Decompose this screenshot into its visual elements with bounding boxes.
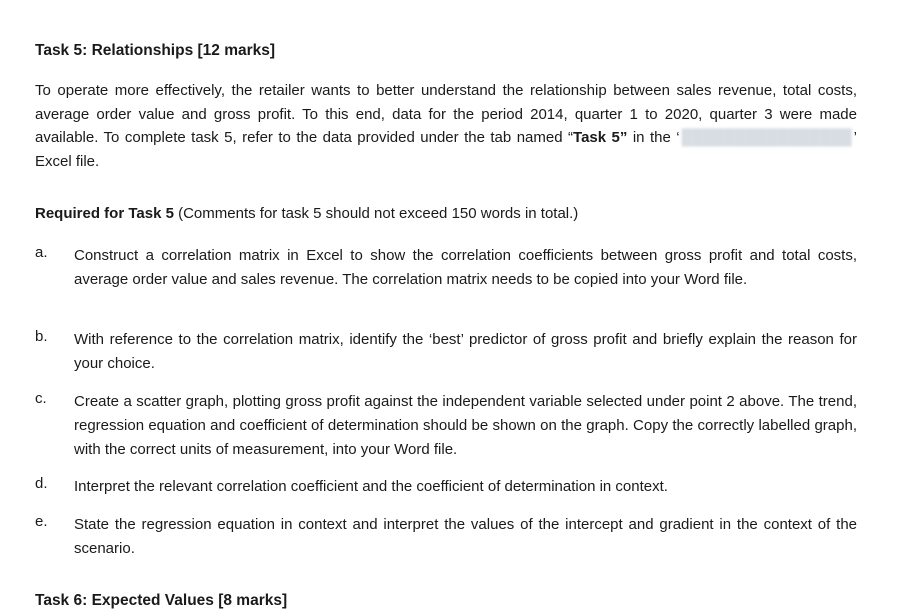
required-note: (Comments for task 5 should not exceed 150 words in total.) (173, 205, 579, 222)
task5-intro-paragraph (35, 79, 857, 173)
list-item-text: State the regression equation in context and interpret the values of the intercept and gradient in the context of the scenario. (74, 516, 857, 557)
task6-heading: Task 6: Expected Values [8 marks] (35, 592, 288, 609)
intro-tab-name: Task 5” (573, 129, 628, 146)
list-item-letter: a. (35, 244, 48, 261)
required-line (35, 205, 578, 222)
list-item-letter: e. (35, 513, 48, 530)
list-item-letter: d. (35, 475, 48, 492)
list-item-d (35, 475, 857, 499)
list-item-e (35, 513, 857, 561)
list-item-text: Construct a correlation matrix in Excel to show the correlation coefficients between gross profit and total costs, average order value and sales revenue. The correlation matrix needs to be copied into your Word file. (74, 247, 857, 288)
list-item-a (35, 244, 857, 292)
intro-text-end: ’ Excel file. (35, 129, 857, 170)
list-item-text: Interpret the relevant correlation coefficient and the coefficient of determination in context. (74, 478, 668, 495)
redacted-filename: ████████████████ (681, 129, 852, 146)
list-item-letter: c. (35, 390, 47, 407)
list-item-b (35, 328, 857, 376)
list-item-c (35, 390, 857, 461)
list-item-letter: b. (35, 328, 48, 345)
list-item-text: Create a scatter graph, plotting gross profit against the independent variable selected under point 2 above. The trend, regression equation and coefficient of determination should be shown on the graph. Copy the correctly labelled graph, with the correct units of measurement, into your Word file. (74, 393, 857, 458)
intro-text-start: To operate more effectively, the retailer wants to better understand the relationship between sales revenue, total costs, average order value and gross profit. To this end, data for the period 2014, quarter 1 to 2020, quarter 3 were made available. To complete task 5, refer to the data provided under the tab named “ (35, 82, 857, 146)
required-label: Required for Task 5 (35, 205, 174, 222)
list-item-text: With reference to the correlation matrix, identify the ‘best’ predictor of gross profit and briefly explain the reason for your choice. (74, 331, 857, 372)
task5-heading: Task 5: Relationships [12 marks] (35, 42, 276, 59)
intro-text-mid: in the ‘ (627, 129, 680, 146)
